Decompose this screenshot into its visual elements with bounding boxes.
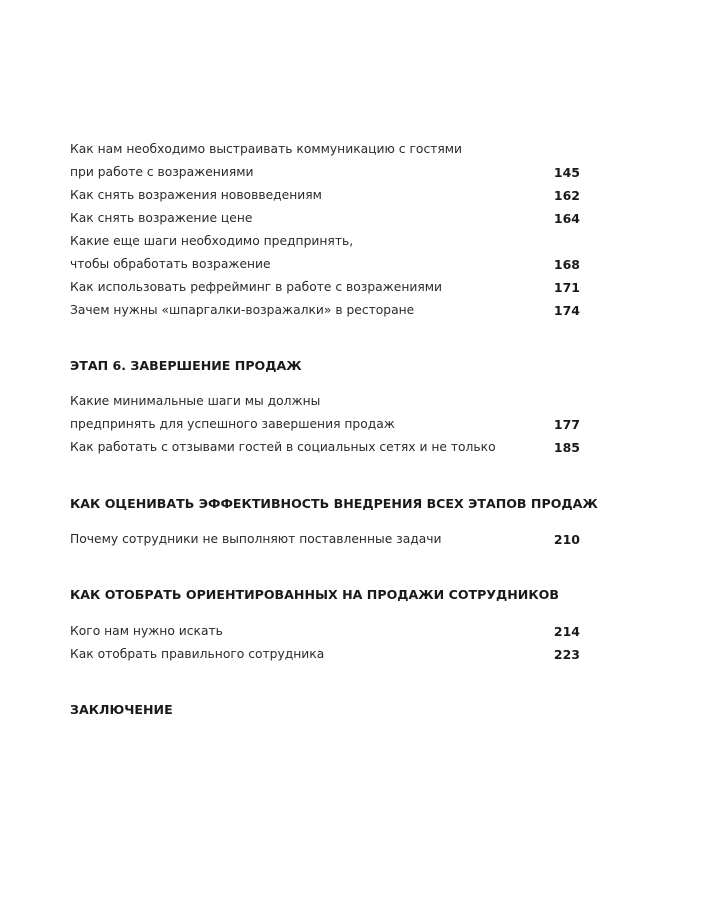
toc-page-number: 214 [553,624,580,639]
toc-page-number: 210 [553,532,580,547]
toc-entry [70,436,580,459]
toc-page-number: 145 [553,165,580,180]
toc-entry [70,138,580,184]
toc-entry-title-line: Кого нам нужно искать [70,624,223,638]
section-heading: КАК ОЦЕНИВАТЬ ЭФФЕКТИВНОСТЬ ВНЕДРЕНИЯ ВСЕХ ЭТАПОВ ПРОДАЖ [70,496,598,511]
toc-entry-title-line: Как отобрать правильного сотрудника [70,647,325,661]
toc-page-number: 174 [553,303,580,318]
toc-page-number: 171 [553,280,580,295]
toc-entry-title-line: Как работать с отзывами гостей в социальных сетях и не только [70,440,496,454]
toc-entry [70,528,580,551]
toc-entry [70,390,580,436]
toc-entry-title-line: Как использовать рефрейминг в работе с возражениями [70,280,443,294]
toc-entry [70,184,580,207]
toc-page-number: 185 [553,440,580,455]
section-heading: КАК ОТОБРАТЬ ОРИЕНТИРОВАННЫХ НА ПРОДАЖИ СОТРУДНИКОВ [70,587,559,602]
section-heading: ЭТАП 6. ЗАВЕРШЕНИЕ ПРОДАЖ [70,358,302,373]
toc-entry-title-line: Зачем нужны «шпаргалки-возражалки» в ресторане [70,303,415,317]
toc-entry [70,276,580,299]
toc-page-number: 168 [553,257,580,272]
toc-entry-title-line: Как снять возражение цене [70,211,253,225]
toc-entry-title-line: Как нам необходимо выстраивать коммуникацию с гостями [70,142,463,156]
toc-entry [70,643,580,666]
toc-entry-title-line: при работе с возражениями [70,165,254,179]
toc-entry [70,230,580,276]
toc-entry-title-line: Почему сотрудники не выполняют поставленные задачи [70,532,442,546]
toc-entry [70,207,580,230]
table-of-contents-page [70,0,598,900]
toc-page-number: 164 [553,211,580,226]
toc-entry-title-line: Какие еще шаги необходимо предпринять, [70,234,354,248]
toc-entry-title-line: предпринять для успешного завершения продаж [70,417,395,431]
toc-entry-title-line: Какие минимальные шаги мы должны [70,394,321,408]
toc-entry-title-line: Как снять возражения нововведениям [70,188,322,202]
section-heading: ЗАКЛЮЧЕНИЕ [70,702,173,717]
toc-page-number: 223 [553,647,580,662]
toc-page-number: 162 [553,188,580,203]
toc-page-number: 177 [553,417,580,432]
toc-entry [70,299,580,322]
toc-entry-title-line: чтобы обработать возражение [70,257,271,271]
toc-entry [70,620,580,643]
